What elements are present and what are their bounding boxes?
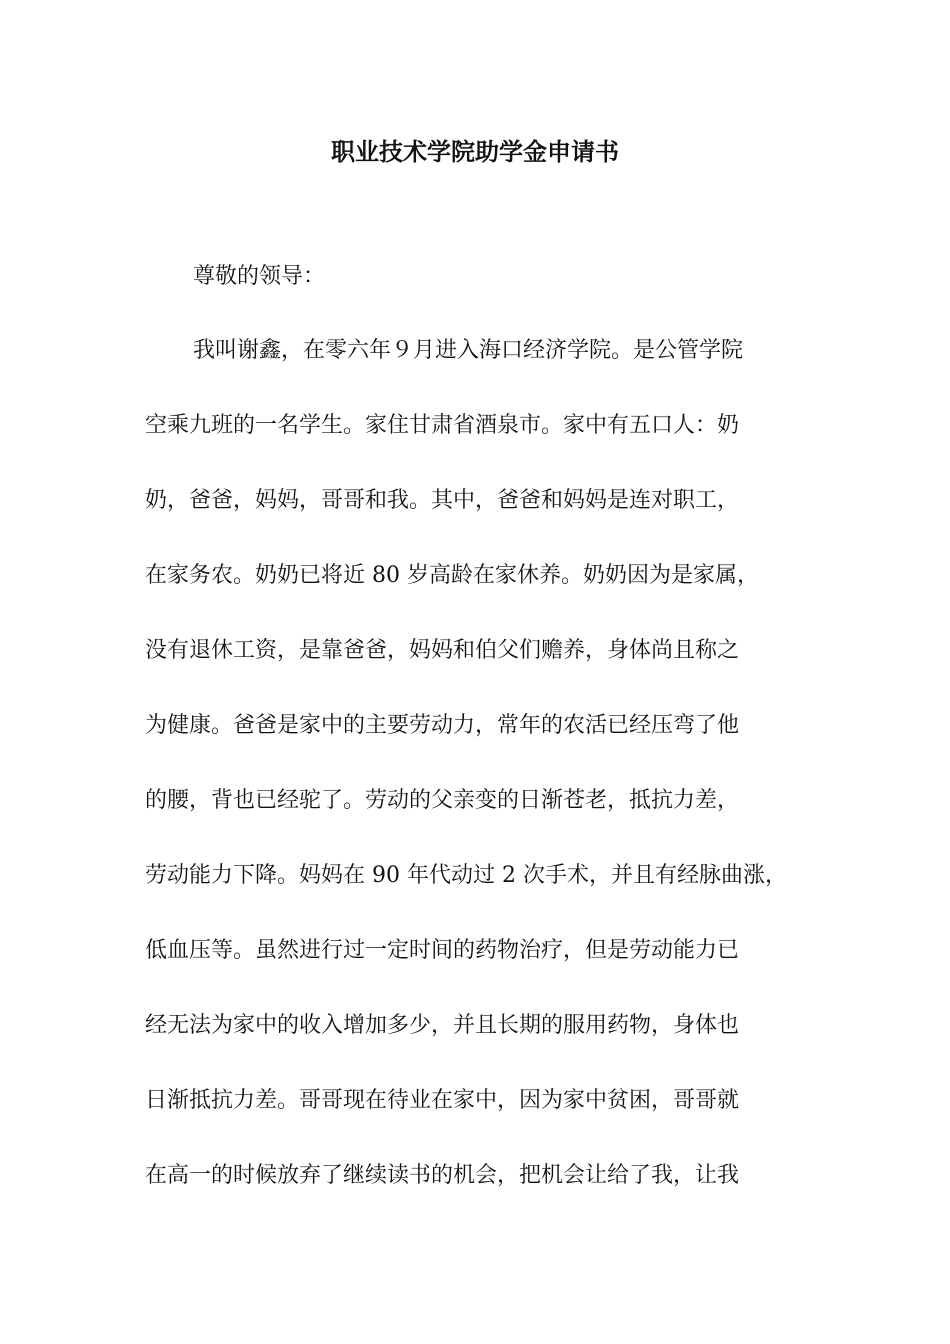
body-line: 日渐抵抗力差。哥哥现在待业在家中，因为家中贫困，哥哥就 <box>145 1088 740 1113</box>
body-line: 在家务农。奶奶已将近 80 岁高龄在家休养。奶奶因为是家属， <box>145 563 759 588</box>
body-line: 空乘九班的一名学生。家住甘肃省酒泉市。家中有五口人：奶 <box>145 413 740 438</box>
body-text <box>145 336 835 1236</box>
body-line: 的腰，背也已经驼了。劳动的父亲变的日渐苍老，抵抗力差， <box>145 788 740 813</box>
body-line: 经无法为家中的收入增加多少，并且长期的服用药物，身体也 <box>145 1013 740 1038</box>
body-line: 奶，爸爸，妈妈，哥哥和我。其中，爸爸和妈妈是连对职工， <box>145 488 740 513</box>
body-line: 劳动能力下降。妈妈在 90 年代动过 2 次手术，并且有经脉曲涨， <box>145 863 787 888</box>
body-line: 在高一的时候放弃了继续读书的机会，把机会让给了我，让我 <box>145 1163 740 1188</box>
body-line: 我叫谢鑫，在零六年９月进入海口经济学院。是公管学院 <box>193 338 744 363</box>
body-line: 没有退休工资，是靠爸爸，妈妈和伯父们赡养，身体尚且称之 <box>145 638 740 663</box>
document-title: 职业技术学院助学金申请书 <box>331 137 619 166</box>
body-line: 低血压等。虽然进行过一定时间的药物治疗，但是劳动能力已 <box>145 938 740 963</box>
salutation: 尊敬的领导： <box>193 264 326 289</box>
body-line: 为健康。爸爸是家中的主要劳动力，常年的农活已经压弯了他 <box>145 713 740 738</box>
